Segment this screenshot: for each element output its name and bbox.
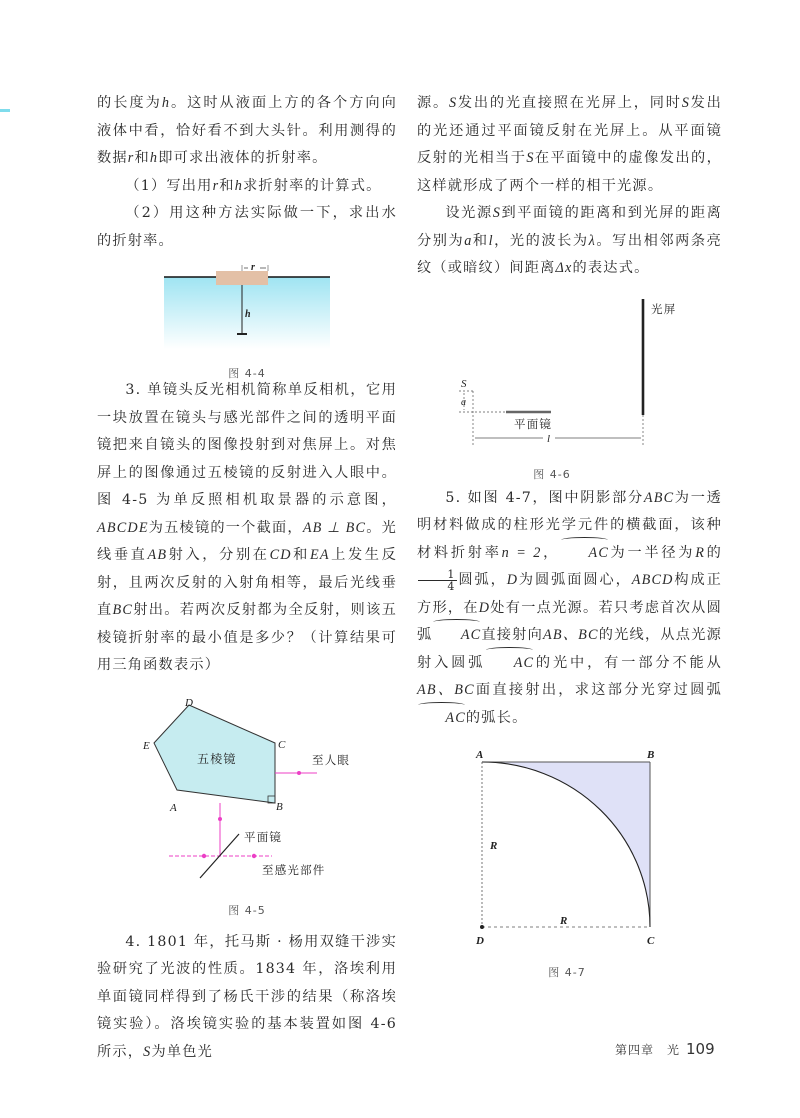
svg-text:平面镜: 平面镜 <box>244 829 283 844</box>
problem-5: 5. 如图 4-7，图中阴影部分ABC为一透明材料做成的柱形光学元件的横截面，该种材料折射率n = 2， AC为一半径为R的 $\frac{1}{4}$ 圆弧，D为圆弧面圆心，ABCD构成正方形，在D处有一点光源。若只考虑首次从圆弧 AC直接射向AB、BC的光线，从点光源射入圆弧 AC的光中，有一部分不能从AB、BC面直接射出，求这部分光穿过圆弧AC的弧长。 <box>417 485 722 733</box>
fraction-one-quarter: $\frac{1}{4}$ <box>418 569 457 592</box>
svg-text:l: l <box>547 432 552 445</box>
lloyd-mirror-diagram <box>437 295 697 455</box>
svg-text:E: E <box>143 739 151 752</box>
svg-text:至人眼: 至人眼 <box>312 752 351 767</box>
svg-text:D: D <box>476 935 486 944</box>
left-column <box>97 90 397 1066</box>
figure-4-7 <box>467 744 687 979</box>
svg-text:至感光部件: 至感光部件 <box>262 862 326 877</box>
svg-text:C: C <box>647 935 656 944</box>
problem-4-continued: 源。S发出的光直接照在光屏上，同时S发出的光还通过平面镜反射在光屏上。从平面镜反射的光相当于S在平面镜中的虚像发出的，这样就形成了两个一样的相干光源。 <box>417 95 722 194</box>
svg-text:C: C <box>278 738 287 751</box>
svg-text:R: R <box>560 915 569 927</box>
svg-text:h: h <box>245 309 252 320</box>
figure-4-7-caption: 图 4-7 <box>548 965 586 979</box>
figure-4-4 <box>162 259 332 380</box>
figure-4-4-caption: 图 4-4 <box>228 366 266 380</box>
svg-text:平面镜: 平面镜 <box>514 416 553 431</box>
figure-4-5-caption: 图 4-5 <box>228 904 266 917</box>
svg-text:A: A <box>170 801 178 814</box>
figure-4-6-caption: 图 4-6 <box>533 468 571 481</box>
problem-4-question: 设光源S到平面镜的距离和到光屏的距离分别为a和l，光的波长为λ。写出相邻两条亮纹（或暗纹）间距离Δx的表达式。 <box>417 205 722 276</box>
figure-4-5 <box>127 688 367 917</box>
pentaprism-diagram <box>127 688 367 893</box>
svg-text:a: a <box>461 396 468 408</box>
chapter-title: 第四章 光 <box>615 1043 681 1057</box>
svg-text:S: S <box>461 377 468 390</box>
svg-text:r: r <box>251 262 257 273</box>
page-number: 109 <box>686 1040 715 1058</box>
page-footer <box>615 1040 715 1058</box>
svg-text:D: D <box>185 696 195 709</box>
svg-text:B: B <box>276 800 284 813</box>
problem-4: 4. 1801 年，托马斯 · 杨用双缝干涉实验研究了光波的性质。1834 年，洛埃利用单面镜同样得到了杨氏干涉的结果（称洛埃镜实验）。洛埃镜实验的基本装置如图 4-6 所示，S为单色光 <box>97 933 397 1060</box>
svg-text:五棱镜: 五棱镜 <box>197 751 237 766</box>
edge-mark <box>0 109 10 112</box>
svg-text:R: R <box>490 840 499 852</box>
quarter-arc-diagram <box>467 744 667 944</box>
right-column <box>417 90 722 979</box>
svg-text:A: A <box>476 749 485 761</box>
figure-4-6 <box>437 295 697 481</box>
liquid-pin-diagram <box>162 259 332 349</box>
svg-text:光屏: 光屏 <box>651 301 677 316</box>
question-1: （1）写出用r和h求折射率的计算式。 <box>125 177 382 194</box>
problem-3: 3. 单镜头反光相机简称单反相机，它用一块放置在镜头与感光部件之间的透明平面镜把来自镜头的图像投射到对焦屏上。对焦屏上的图像通过五棱镜的反射进入人眼中。图 4-5 为单反照相机取景器的示意图，ABCDE为五棱镜的一个截面，AB ⊥ BC。光线垂直AB射入，分别在CD和EA上发生反射，且两次反射的入射角相等，最后光线垂直BC射出。若两次反射都为全反射，则该五棱镜折射率的最小值是多少？（计算结果可用三角函数表示） <box>97 382 397 673</box>
svg-text:B: B <box>647 749 656 761</box>
intro-paragraph: 的长度为h。这时从液面上方的各个方向向液体中看，恰好看不到大头针。利用测得的数据r和h即可求出液体的折射率。 <box>97 95 397 166</box>
question-2: （2）用这种方法实际做一下，求出水的折射率。 <box>97 205 397 249</box>
